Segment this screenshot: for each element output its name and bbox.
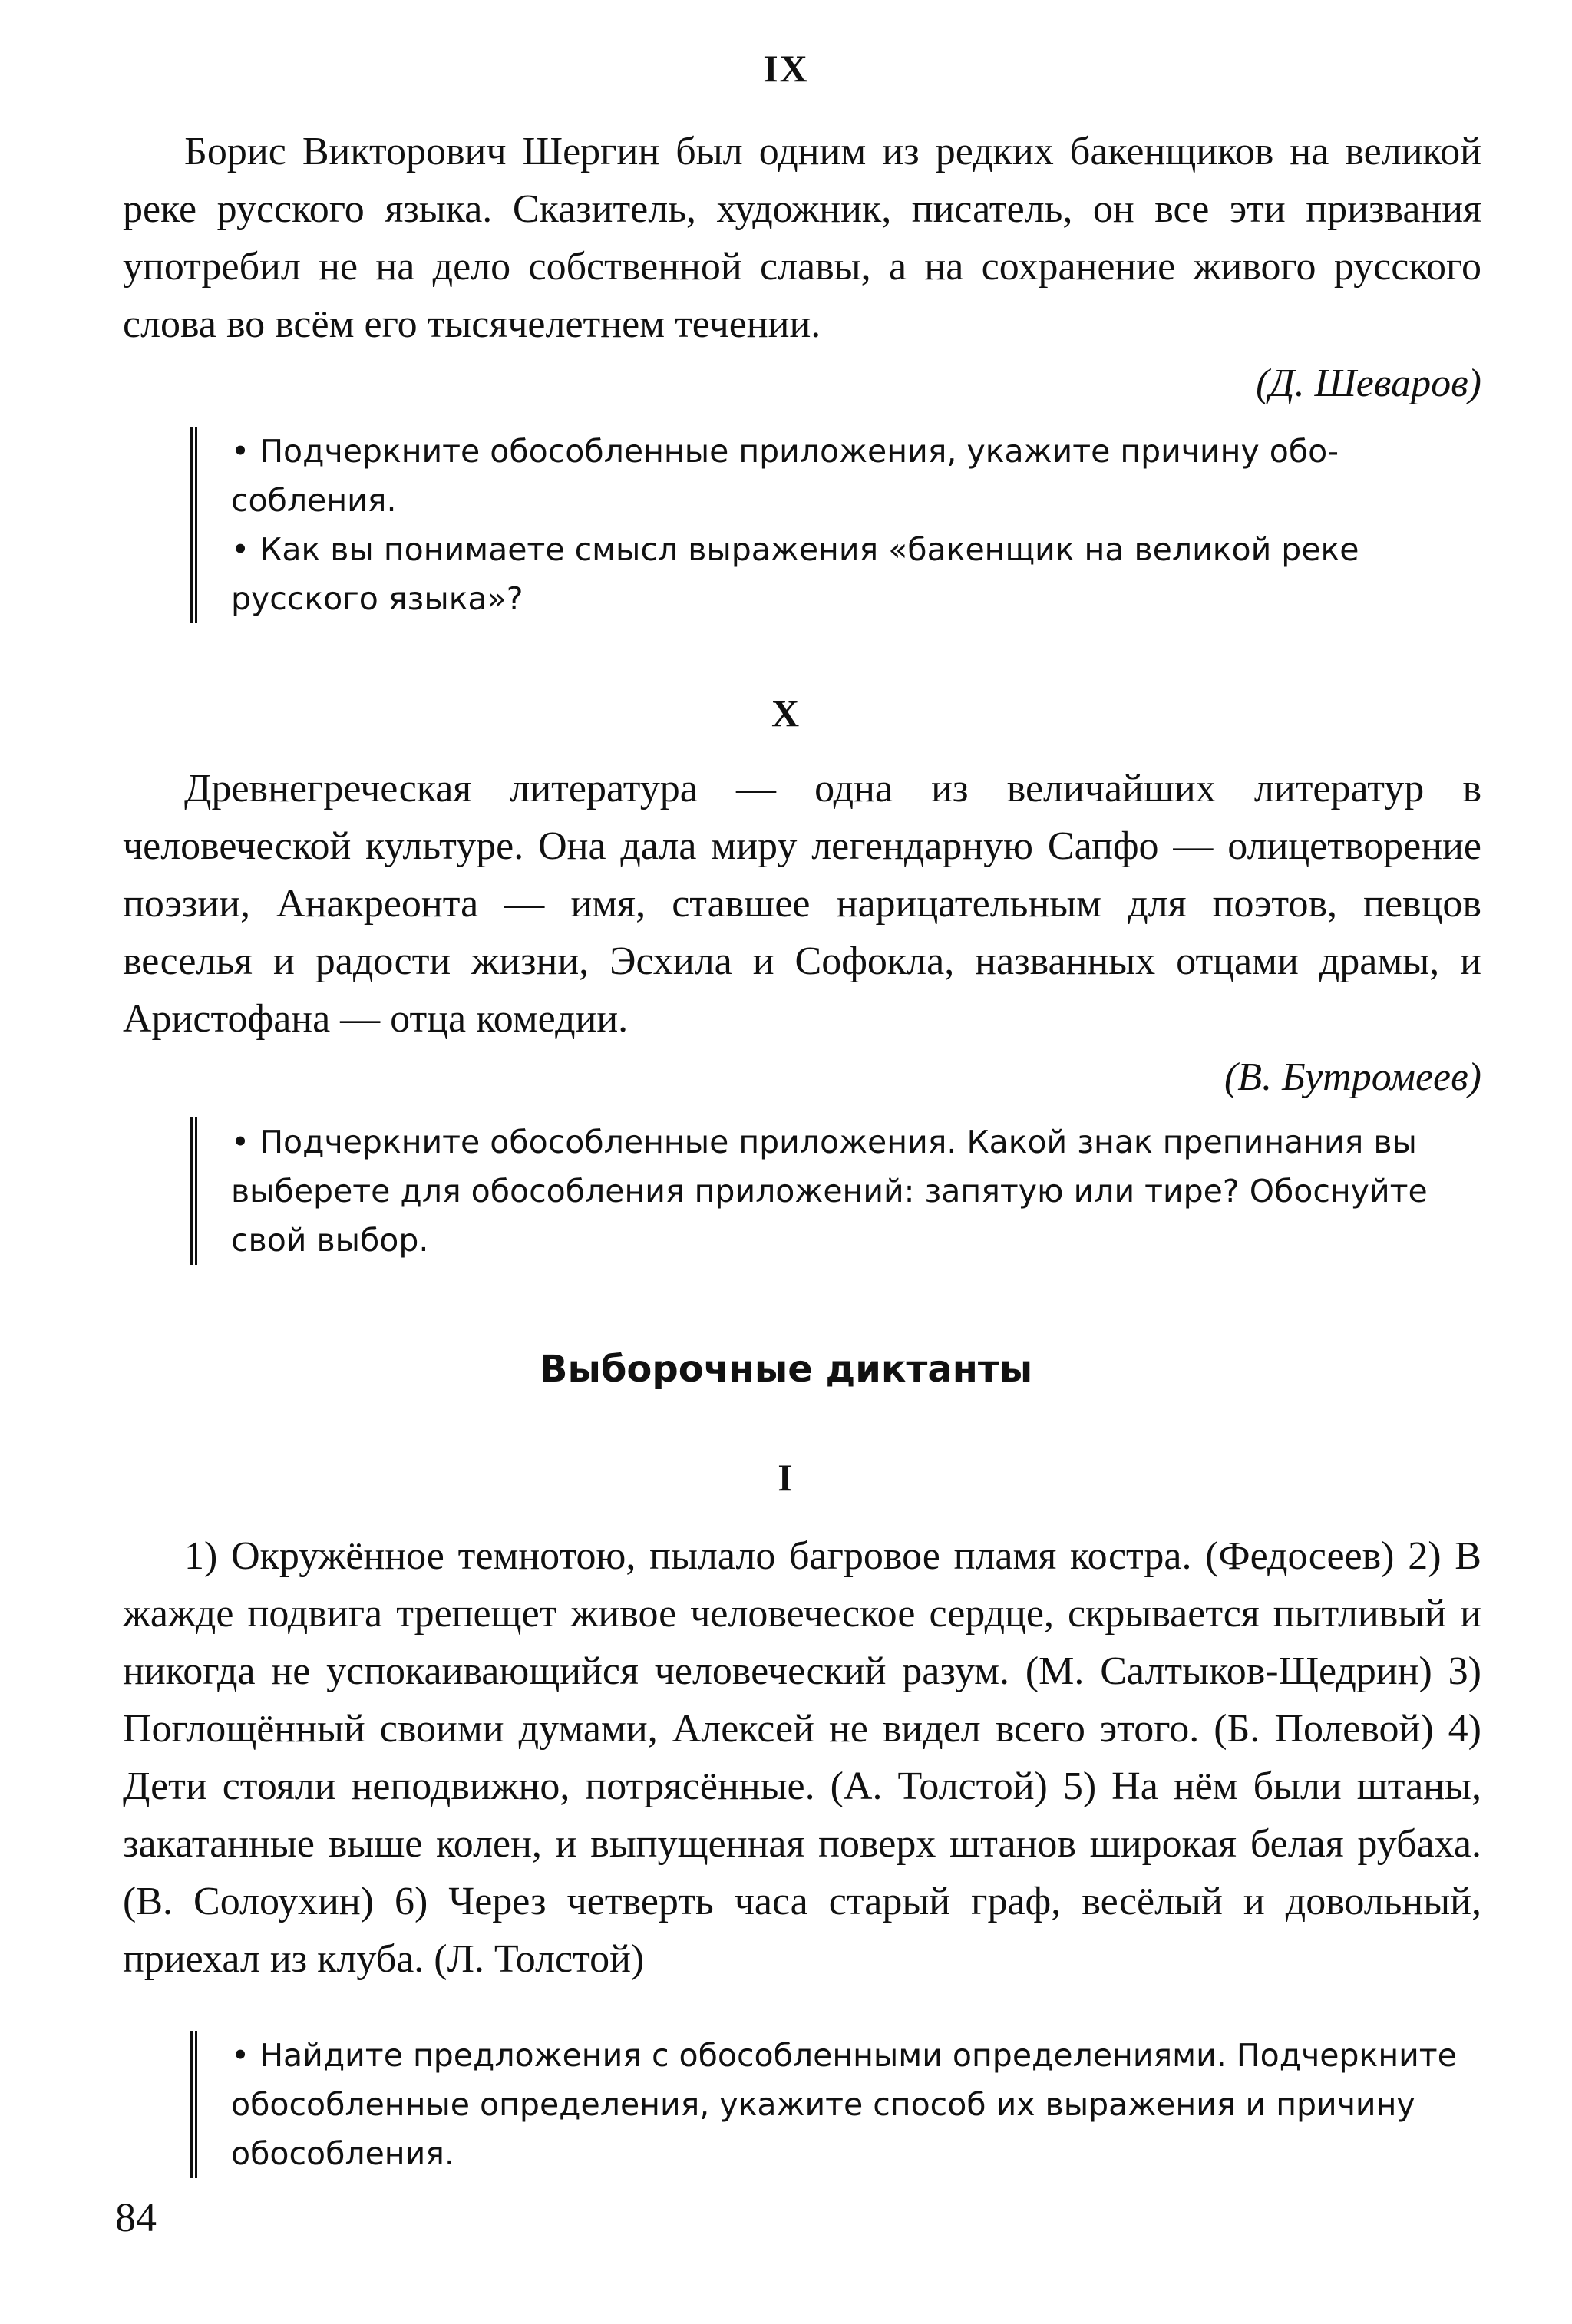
section-x-source: (В. Бутромеев)	[1224, 1055, 1481, 1099]
section-ix-task-1: • Подчеркните обособленные приложения, укажите причину обособления.	[231, 433, 1339, 519]
dictation-task-box	[190, 2031, 1488, 2178]
dictation-task-1: • Найдите предложения с обособленными определениями. Подчеркните обособленные определения, укажите способ их выражения и причину обособления.	[231, 2037, 1457, 2172]
page-number: 84	[115, 2194, 157, 2240]
section-x-task-box	[190, 1117, 1488, 1265]
section-x-paragraph: Древнегреческая литература — одна из величайших литератур в человеческой культуре. Она дала миру легендарную Сапфо — олицетворение поэзии, Анакреонта — имя, ставшее нарицательным для поэтов, певцов веселья и радости жизни, Эсхила и Софокла, названных отцами драмы, и Аристофана — отца комедии.	[123, 767, 1481, 1041]
section-ix-paragraph: Борис Викторович Шергин был одним из редких бакенщиков на великой реке русского языка. Сказитель, художник, писатель, он все эти призвания употребил не на дело собственной славы, а на сохранение живого русского слова во всём его тысячелетнем течении.	[123, 130, 1481, 346]
dictations-title: Выборочные диктанты	[539, 1348, 1033, 1391]
dictation-heading-i: I	[778, 1456, 794, 1499]
section-heading-x: X	[771, 692, 801, 735]
section-ix-task-box	[190, 427, 1488, 623]
section-ix-task-2: • Как вы понимаете смысл выражения «бакенщик на великой реке русского языка»?	[231, 531, 1359, 617]
section-ix-source: (Д. Шеваров)	[1256, 361, 1481, 405]
section-x-task-1: • Подчеркните обособленные приложения. Какой знак препинания вы выберете для обособления приложений: запятую или тире? Обоснуйте свой выбор.	[231, 1124, 1428, 1259]
dictation-paragraph: 1) Окружённое темнотою, пылало багровое пламя костра. (Федосеев) 2) В жажде подвига трепещет живое человеческое сердце, скрывается пытливый и никогда не успокаивающийся человеческий разум. (М. Салтыков-Щедрин) 3) Поглощённый своими думами, Алексей не видел всего этого. (Б. Полевой) 4) Дети стояли неподвижно, потрясённые. (А. Толстой) 5) На нём были штаны, закатанные выше колен, и выпущенная поверх штанов широкая белая рубаха. (В. Солоухин) 6) Через четверть часа старый граф, весёлый и довольный, приехал из клуба. (Л. Толстой)	[123, 1534, 1481, 1981]
section-heading-ix: IX	[763, 47, 809, 90]
